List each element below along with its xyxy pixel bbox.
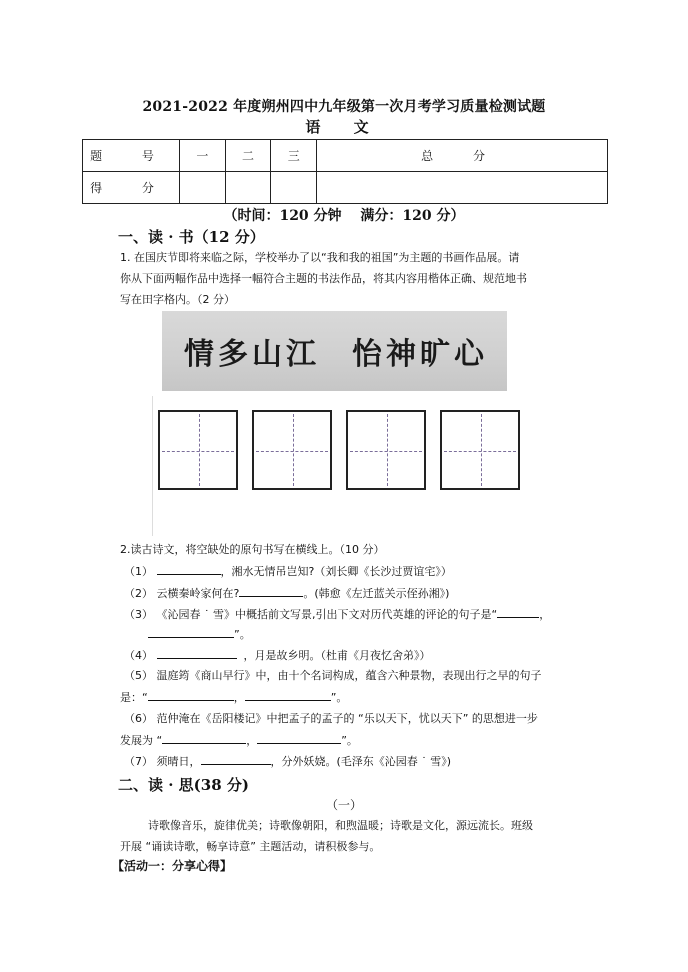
item-number: （1） [124,565,153,578]
q2-item-6-line2 [120,731,358,748]
exam-title: 2021-2022 年度朔州四中九年级第一次月考学习质量检测试题 [142,99,546,115]
answer-blank[interactable] [239,584,303,597]
exam-subject: 语 文 [305,118,383,136]
answer-blank[interactable] [497,605,539,618]
item-punct: ， [233,691,245,704]
tianzige-box-3[interactable] [346,410,426,490]
time-info: （时间：120 分钟 满分：120 分） [223,208,465,224]
item-punct: ”。 [341,734,358,747]
item-text: 须晴日， [156,755,201,768]
item-punct: 发展为 “ [120,734,163,747]
intro-line: 开展 “诵读诗歌，畅享诗意” 主题活动，请积极参与。 [120,840,381,853]
tianzige-box-4[interactable] [440,410,520,490]
q1-line: 写在田字格内。（2 分） [120,293,235,306]
activity-heading: 【活动一：分享心得】 [112,859,233,873]
score-row-label: 得 分 [83,172,180,204]
score-input-part3[interactable] [271,172,317,204]
q1-line: 1. 在国庆节即将来临之际，学校举办了以“我和我的祖国”为主题的书画作品展。请 [120,251,520,264]
q2-item-5-line2 [120,688,347,705]
q2-item-5 [124,667,542,683]
item-punct: ， [539,608,551,621]
item-number: （4） [124,649,153,662]
calligraphy-image [162,311,507,391]
q2-item-6 [124,710,538,726]
section2-part-label: （一） [325,798,362,812]
item-number: （7） [124,755,153,768]
item-text: 云横秦岭家何在? [156,587,240,600]
item-text: ，分外妖娆。(毛泽东《沁园春 ˙ 雪》) [270,755,452,768]
q2-item-4 [124,646,431,663]
q1-line: 你从下面两幅作品中选择一幅符合主题的书法作品，将其内容用楷体正确、规范地书 [120,272,527,285]
intro-line: 诗歌像音乐，旋律优美；诗歌像朝阳，和煦温暖；诗歌是文化，源远流长。班级 [148,819,533,832]
q2-item-1 [124,562,452,579]
item-punct: ”。 [330,691,348,704]
section2-heading: 二、读 · 思(38 分) [118,776,249,794]
calligraphy-work-2: 怡神旷心 [352,337,488,372]
item-source: 。(韩愈《左迁蓝关示侄孙湘》) [303,587,450,600]
answer-blank[interactable] [157,562,221,575]
score-cell-total: 总 分 [317,140,608,172]
score-table [82,139,608,204]
q2-item-2 [124,584,449,601]
divider [152,396,153,536]
item-number: （5） [124,669,153,682]
question2-intro: 2.读古诗文，将空缺处的原句书写在横线上。（10 分） [120,543,385,556]
score-table-score-row [83,172,608,204]
answer-blank[interactable] [162,731,246,744]
item-text: 《沁园春 ˙ 雪》中概括前文写景,引出下文对历代英雄的评论的句子是“ [156,608,498,621]
item-punct: ， [246,734,258,747]
item-punct: 是：“ [120,691,148,704]
score-cell-part3: 三 [271,140,317,172]
item-number: （2） [124,587,153,600]
answer-blank[interactable] [245,688,331,701]
section1-heading: 一、读 · 书（12 分） [118,228,265,246]
item-text: ，湘水无情吊岂知?（刘长卿《长沙过贾谊宅》） [220,565,452,578]
score-table-header-row [83,140,608,172]
score-cell-label: 题 号 [83,140,180,172]
answer-blank[interactable] [148,688,234,701]
answer-blank[interactable] [157,646,237,659]
score-cell-part2: 二 [225,140,271,172]
answer-blank[interactable] [148,625,234,638]
q2-item-3 [124,605,550,622]
score-input-part2[interactable] [225,172,271,204]
item-text: 温庭筠《商山早行》中，由十个名词构成，蕴含六种景物，表现出行之早的句子 [156,669,542,682]
item-number: （6） [124,712,153,725]
score-input-part1[interactable] [180,172,226,204]
item-text: 范仲淹在《岳阳楼记》中把孟子的孟子的 “乐以天下，忧以天下” 的思想进一步 [156,712,538,725]
item-number: （3） [124,608,153,621]
question1-text [120,247,570,310]
answer-blank[interactable] [257,731,341,744]
tianzige-box-1[interactable] [158,410,238,490]
item-punct: ”。 [234,628,251,641]
q2-item-3-line2 [148,625,251,642]
tianzige-box-2[interactable] [252,410,332,490]
calligraphy-work-1: 情多山江 [184,337,320,372]
item-text: ，月是故乡明。（杜甫《月夜忆舍弟》） [243,649,431,662]
score-cell-part1: 一 [180,140,226,172]
answer-blank[interactable] [201,752,271,765]
section2-intro [120,815,580,857]
score-input-total[interactable] [317,172,608,204]
q2-item-7 [124,752,451,769]
